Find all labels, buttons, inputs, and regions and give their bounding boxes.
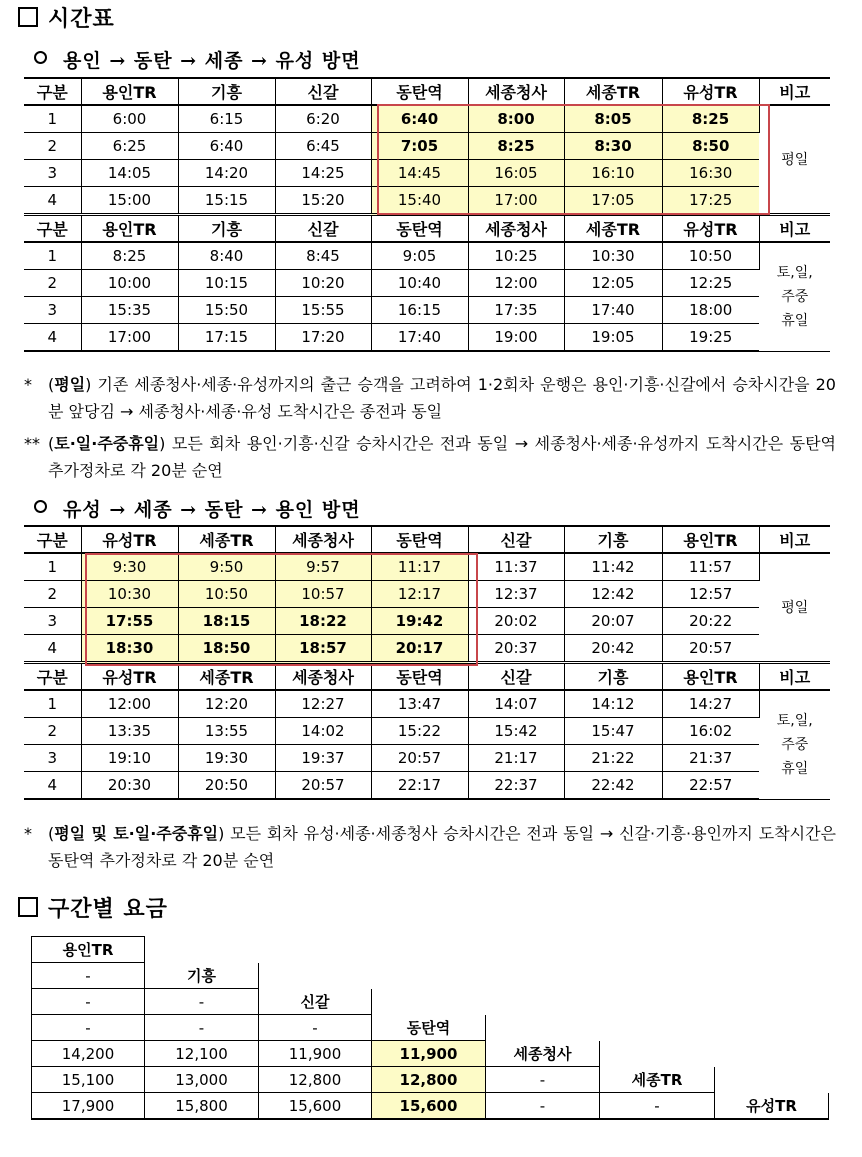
time-cell: 10:25 (468, 242, 564, 270)
note-all-days: * (평일 및 토·일·주중휴일) 모든 회차 유성·세종·세종청사 승차시간은 전과 동일 → 신갈·기흥·용인까지 도착시간은 동탄역 추가정차로 각 20분 순연 (24, 824, 836, 870)
column-header: 유성TR (81, 526, 178, 553)
remark-cell: 평일 (759, 105, 830, 215)
fare-row (32, 1015, 829, 1041)
fare-stop-label: 세종TR (600, 1067, 715, 1093)
time-cell: 9:50 (178, 553, 275, 581)
route2-timetable (24, 525, 830, 800)
route1-timetable (24, 77, 830, 352)
time-cell: 13:35 (81, 718, 178, 745)
column-header: 구분 (24, 215, 81, 243)
table-row (24, 133, 830, 160)
time-cell: 17:40 (564, 297, 662, 324)
time-cell: 18:30 (81, 635, 178, 663)
row-number-cell: 2 (24, 718, 81, 745)
time-cell: 14:05 (81, 160, 178, 187)
time-cell: 21:17 (468, 745, 564, 772)
time-cell: 8:25 (468, 133, 564, 160)
time-cell: 6:15 (178, 105, 275, 133)
empty-cell (715, 989, 829, 1015)
row-number-cell: 1 (24, 553, 81, 581)
time-cell: 6:40 (178, 133, 275, 160)
time-cell: 15:20 (275, 187, 371, 215)
time-cell: 10:30 (564, 242, 662, 270)
table-row (24, 608, 830, 635)
column-header: 세종TR (564, 215, 662, 243)
empty-cell (600, 1015, 715, 1041)
time-cell: 14:12 (564, 690, 662, 718)
time-cell: 20:50 (178, 772, 275, 800)
column-header: 신갈 (275, 78, 371, 105)
table-row (24, 553, 830, 581)
remark-cell: 토,일, 주중 휴일 (759, 690, 830, 799)
time-cell: 15:42 (468, 718, 564, 745)
column-header: 동탄역 (371, 78, 468, 105)
time-cell: 18:22 (275, 608, 371, 635)
time-cell: 19:42 (371, 608, 468, 635)
time-cell: 8:40 (178, 242, 275, 270)
time-cell: 12:27 (275, 690, 371, 718)
fare-stop-label: 용인TR (32, 937, 145, 963)
time-cell: 15:35 (81, 297, 178, 324)
fare-cell: - (259, 1015, 372, 1041)
fare-row (32, 989, 829, 1015)
table-row (24, 745, 830, 772)
time-cell: 16:15 (371, 297, 468, 324)
time-cell: 14:25 (275, 160, 371, 187)
table-row (24, 581, 830, 608)
time-cell: 17:05 (564, 187, 662, 215)
table-row (24, 772, 830, 800)
time-cell: 8:50 (662, 133, 759, 160)
time-cell: 12:05 (564, 270, 662, 297)
row-number-cell: 2 (24, 581, 81, 608)
time-cell: 16:30 (662, 160, 759, 187)
timetable-section-title: 시간표 (18, 2, 115, 33)
time-cell: 20:57 (371, 745, 468, 772)
empty-cell (600, 1041, 715, 1067)
fare-cell: - (486, 1067, 600, 1093)
time-cell: 20:37 (468, 635, 564, 663)
time-cell: 19:30 (178, 745, 275, 772)
remark-cell: 토,일, 주중 휴일 (759, 242, 830, 351)
fare-cell: - (32, 1015, 145, 1041)
time-cell: 20:42 (564, 635, 662, 663)
column-header: 유성TR (662, 215, 759, 243)
time-cell: 18:00 (662, 297, 759, 324)
table-row (24, 105, 830, 133)
column-header: 세종청사 (468, 78, 564, 105)
time-cell: 19:37 (275, 745, 371, 772)
row-number-cell: 1 (24, 690, 81, 718)
column-header: 동탄역 (371, 663, 468, 691)
empty-cell (145, 937, 259, 963)
table-row (24, 297, 830, 324)
fare-cell: 14,200 (32, 1041, 145, 1067)
fare-row (32, 937, 829, 963)
table-row (24, 690, 830, 718)
time-cell: 8:00 (468, 105, 564, 133)
column-header: 비고 (759, 663, 830, 691)
time-cell: 10:50 (662, 242, 759, 270)
time-cell: 13:55 (178, 718, 275, 745)
time-cell: 12:57 (662, 581, 759, 608)
time-cell: 15:00 (81, 187, 178, 215)
time-cell: 17:20 (275, 324, 371, 352)
row-number-cell: 1 (24, 105, 81, 133)
time-cell: 18:50 (178, 635, 275, 663)
time-cell: 22:57 (662, 772, 759, 800)
time-cell: 10:40 (371, 270, 468, 297)
time-cell: 12:00 (81, 690, 178, 718)
checkbox-square-icon (18, 7, 38, 27)
table-row (24, 187, 830, 215)
fare-table (31, 936, 829, 1120)
fare-row (32, 1093, 829, 1120)
time-cell: 6:40 (371, 105, 468, 133)
time-cell: 15:47 (564, 718, 662, 745)
empty-cell (259, 963, 372, 989)
column-header: 유성TR (81, 663, 178, 691)
fare-cell: 11,900 (259, 1041, 372, 1067)
time-cell: 20:17 (371, 635, 468, 663)
time-cell: 11:17 (371, 553, 468, 581)
fare-cell: 12,800 (259, 1067, 372, 1093)
route1-heading: 용인 → 동탄 → 세종 → 유성 방면 (34, 46, 361, 73)
time-cell: 22:37 (468, 772, 564, 800)
row-number-cell: 3 (24, 608, 81, 635)
fare-stop-label: 신갈 (259, 989, 372, 1015)
time-cell: 17:40 (371, 324, 468, 352)
empty-cell (259, 937, 372, 963)
column-header: 비고 (759, 78, 830, 105)
time-cell: 15:22 (371, 718, 468, 745)
row-number-cell: 2 (24, 270, 81, 297)
time-cell: 22:17 (371, 772, 468, 800)
note-weekday: * (평일) 기존 세종청사·세종·유성까지의 출근 승객을 고려하여 1·2회차 운행은 용인·기흥·신갈에서 승차시간을 20분 앞당김 → 세종청사·세종·유성 도착시간은 종전과 동일 (24, 375, 836, 421)
time-cell: 19:25 (662, 324, 759, 352)
checkbox-square-icon (18, 897, 38, 917)
fare-row (32, 1041, 829, 1067)
row-number-cell: 4 (24, 772, 81, 800)
time-cell: 17:00 (81, 324, 178, 352)
row-number-cell: 4 (24, 187, 81, 215)
time-cell: 9:30 (81, 553, 178, 581)
fare-cell: - (32, 963, 145, 989)
circle-bullet-icon (34, 500, 47, 513)
route2-heading: 유성 → 세종 → 동탄 → 용인 방면 (34, 495, 361, 522)
time-cell: 21:37 (662, 745, 759, 772)
time-cell: 14:45 (371, 160, 468, 187)
remark-cell: 평일 (759, 553, 830, 663)
time-cell: 19:05 (564, 324, 662, 352)
time-cell: 17:55 (81, 608, 178, 635)
time-cell: 15:55 (275, 297, 371, 324)
time-cell: 10:30 (81, 581, 178, 608)
empty-cell (715, 1015, 829, 1041)
column-header: 세종TR (564, 78, 662, 105)
fare-row (32, 963, 829, 989)
column-header: 동탄역 (371, 215, 468, 243)
fare-cell: 11,900 (372, 1041, 486, 1067)
time-cell: 16:10 (564, 160, 662, 187)
column-header: 비고 (759, 526, 830, 553)
time-cell: 8:25 (81, 242, 178, 270)
fare-cell: 12,100 (145, 1041, 259, 1067)
column-header: 용인TR (81, 78, 178, 105)
fare-stop-label: 유성TR (715, 1093, 829, 1120)
time-cell: 10:00 (81, 270, 178, 297)
column-header: 구분 (24, 663, 81, 691)
time-cell: 15:15 (178, 187, 275, 215)
table-header-row (24, 78, 830, 105)
empty-cell (715, 1067, 829, 1093)
time-cell: 15:40 (371, 187, 468, 215)
column-header: 세종청사 (275, 526, 371, 553)
time-cell: 20:30 (81, 772, 178, 800)
column-header: 신갈 (275, 215, 371, 243)
fare-cell: 15,800 (145, 1093, 259, 1120)
time-cell: 10:15 (178, 270, 275, 297)
time-cell: 14:02 (275, 718, 371, 745)
column-header: 동탄역 (371, 526, 468, 553)
fare-cell: 15,100 (32, 1067, 145, 1093)
column-header: 비고 (759, 215, 830, 243)
table-row (24, 160, 830, 187)
column-header: 용인TR (662, 663, 759, 691)
fare-cell: 15,600 (259, 1093, 372, 1120)
time-cell: 8:25 (662, 105, 759, 133)
empty-cell (486, 937, 600, 963)
time-cell: 16:02 (662, 718, 759, 745)
table-row (24, 242, 830, 270)
time-cell: 12:17 (371, 581, 468, 608)
column-header: 구분 (24, 526, 81, 553)
time-cell: 20:02 (468, 608, 564, 635)
table-row (24, 718, 830, 745)
column-header: 용인TR (662, 526, 759, 553)
time-cell: 20:07 (564, 608, 662, 635)
table-header-row (24, 663, 830, 691)
time-cell: 17:15 (178, 324, 275, 352)
circle-bullet-icon (34, 51, 47, 64)
time-cell: 11:37 (468, 553, 564, 581)
time-cell: 9:57 (275, 553, 371, 581)
time-cell: 18:15 (178, 608, 275, 635)
time-cell: 12:20 (178, 690, 275, 718)
empty-cell (372, 963, 486, 989)
fare-cell: - (32, 989, 145, 1015)
time-cell: 16:05 (468, 160, 564, 187)
time-cell: 17:35 (468, 297, 564, 324)
time-cell: 9:05 (371, 242, 468, 270)
time-cell: 14:20 (178, 160, 275, 187)
empty-cell (486, 989, 600, 1015)
column-header: 신갈 (468, 526, 564, 553)
time-cell: 12:37 (468, 581, 564, 608)
note-weekend: ** (토·일·주중휴일) 모든 회차 용인·기흥·신갈 승차시간은 전과 동일 → 세종청사·세종·유성까지 도착시간은 동탄역 추가정차로 각 20분 순연 (24, 434, 836, 480)
table-header-row (24, 526, 830, 553)
time-cell: 21:22 (564, 745, 662, 772)
row-number-cell: 2 (24, 133, 81, 160)
time-cell: 6:25 (81, 133, 178, 160)
fare-cell: - (600, 1093, 715, 1120)
time-cell: 15:50 (178, 297, 275, 324)
table-row (24, 270, 830, 297)
column-header: 세종청사 (468, 215, 564, 243)
column-header: 신갈 (468, 663, 564, 691)
time-cell: 13:47 (371, 690, 468, 718)
empty-cell (715, 1041, 829, 1067)
column-header: 세종청사 (275, 663, 371, 691)
fare-cell: - (145, 1015, 259, 1041)
column-header: 기흥 (564, 526, 662, 553)
empty-cell (486, 963, 600, 989)
row-number-cell: 3 (24, 160, 81, 187)
empty-cell (600, 963, 715, 989)
time-cell: 18:57 (275, 635, 371, 663)
time-cell: 19:10 (81, 745, 178, 772)
table-row (24, 324, 830, 352)
row-number-cell: 3 (24, 745, 81, 772)
fare-cell: 13,000 (145, 1067, 259, 1093)
column-header: 기흥 (178, 78, 275, 105)
time-cell: 20:57 (275, 772, 371, 800)
time-cell: 7:05 (371, 133, 468, 160)
fare-stop-label: 기흥 (145, 963, 259, 989)
fare-cell: 15,600 (372, 1093, 486, 1120)
row-number-cell: 1 (24, 242, 81, 270)
time-cell: 20:57 (662, 635, 759, 663)
time-cell: 6:45 (275, 133, 371, 160)
row-number-cell: 3 (24, 297, 81, 324)
row-number-cell: 4 (24, 635, 81, 663)
column-header: 기흥 (178, 215, 275, 243)
time-cell: 12:42 (564, 581, 662, 608)
table-header-row (24, 215, 830, 243)
time-cell: 19:00 (468, 324, 564, 352)
empty-cell (600, 937, 715, 963)
fare-cell: 12,800 (372, 1067, 486, 1093)
time-cell: 14:27 (662, 690, 759, 718)
time-cell: 8:30 (564, 133, 662, 160)
time-cell: 12:00 (468, 270, 564, 297)
fare-stop-label: 동탄역 (372, 1015, 486, 1041)
time-cell: 11:57 (662, 553, 759, 581)
empty-cell (486, 1015, 600, 1041)
fare-row (32, 1067, 829, 1093)
empty-cell (715, 963, 829, 989)
table-row (24, 635, 830, 663)
column-header: 구분 (24, 78, 81, 105)
fare-section-title: 구간별 요금 (18, 892, 168, 923)
time-cell: 8:05 (564, 105, 662, 133)
row-number-cell: 4 (24, 324, 81, 352)
fare-cell: 17,900 (32, 1093, 145, 1120)
fare-cell: - (145, 989, 259, 1015)
empty-cell (600, 989, 715, 1015)
fare-cell: - (486, 1093, 600, 1120)
time-cell: 14:07 (468, 690, 564, 718)
column-header: 용인TR (81, 215, 178, 243)
time-cell: 17:25 (662, 187, 759, 215)
empty-cell (372, 989, 486, 1015)
column-header: 유성TR (662, 78, 759, 105)
time-cell: 6:00 (81, 105, 178, 133)
column-header: 세종TR (178, 663, 275, 691)
time-cell: 12:25 (662, 270, 759, 297)
column-header: 세종TR (178, 526, 275, 553)
time-cell: 17:00 (468, 187, 564, 215)
empty-cell (372, 937, 486, 963)
empty-cell (715, 937, 829, 963)
time-cell: 10:50 (178, 581, 275, 608)
time-cell: 6:20 (275, 105, 371, 133)
column-header: 기흥 (564, 663, 662, 691)
time-cell: 10:20 (275, 270, 371, 297)
time-cell: 8:45 (275, 242, 371, 270)
time-cell: 22:42 (564, 772, 662, 800)
time-cell: 20:22 (662, 608, 759, 635)
fare-stop-label: 세종청사 (486, 1041, 600, 1067)
time-cell: 10:57 (275, 581, 371, 608)
time-cell: 11:42 (564, 553, 662, 581)
